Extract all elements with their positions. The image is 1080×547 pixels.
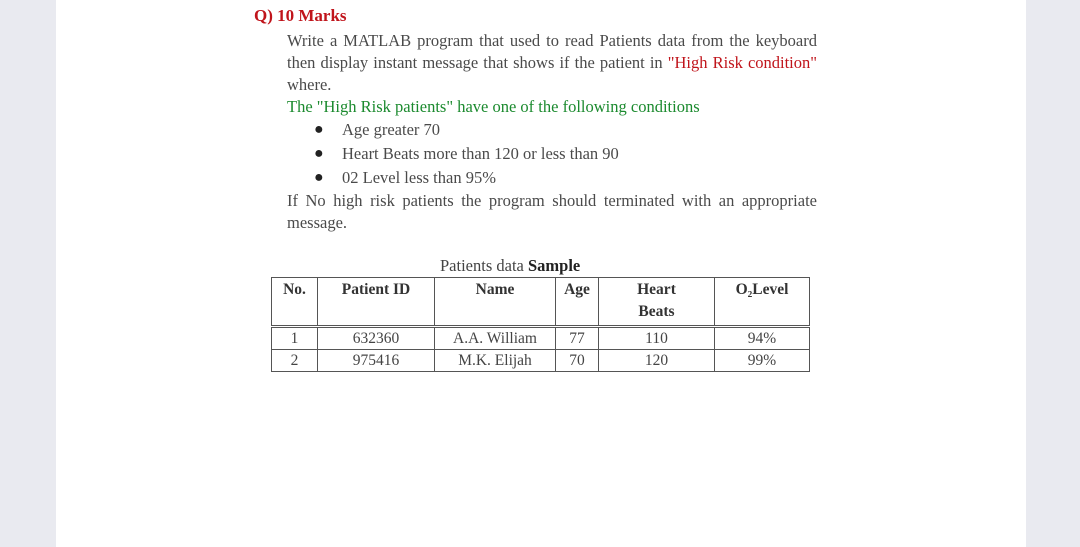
header-age: Age bbox=[556, 278, 599, 327]
header-heart-beats: Heart Beats bbox=[599, 278, 715, 327]
cell-age: 77 bbox=[556, 327, 599, 350]
paragraph-text-2: where. bbox=[287, 75, 332, 94]
header-o2-level: O₂Level bbox=[715, 278, 810, 327]
condition-item: ● Age greater 70 bbox=[314, 118, 817, 142]
table-header-row bbox=[272, 278, 810, 327]
header-no: No. bbox=[272, 278, 318, 327]
high-risk-phrase: "High Risk condition" bbox=[667, 53, 818, 72]
cell-name: M.K. Elijah bbox=[435, 350, 556, 372]
question-title: Q) 10 Marks bbox=[254, 6, 347, 25]
table-caption: Patients data Sample bbox=[440, 256, 581, 275]
cell-name: A.A. William bbox=[435, 327, 556, 350]
patients-table bbox=[271, 277, 810, 372]
cell-patient-id: 975416 bbox=[318, 350, 435, 372]
cell-o2-level: 99% bbox=[715, 350, 810, 372]
paragraph-text-1: Write a MATLAB program that used to read Patients data from the keyboard then display instant message that shows if the patient in bbox=[287, 31, 817, 72]
cell-heart-beats: 110 bbox=[599, 327, 715, 350]
cell-age: 70 bbox=[556, 350, 599, 372]
cell-heart-beats: 120 bbox=[599, 350, 715, 372]
condition-item: ● 02 Level less than 95% bbox=[314, 166, 817, 190]
bullet-icon: ● bbox=[314, 169, 324, 186]
question-paragraph bbox=[287, 30, 817, 96]
table-row bbox=[272, 350, 810, 372]
cell-o2-level: 94% bbox=[715, 327, 810, 350]
conditions-list bbox=[287, 118, 817, 190]
cell-no: 2 bbox=[272, 350, 318, 372]
conditions-intro: The "High Risk patients" have one of the following conditions bbox=[287, 97, 700, 116]
bullet-icon: ● bbox=[314, 121, 324, 138]
header-name: Name bbox=[435, 278, 556, 327]
condition-item: ● Heart Beats more than 120 or less than 90 bbox=[314, 142, 817, 166]
closing-paragraph: If No high risk patients the program should terminated with an appropriate message. bbox=[287, 191, 817, 232]
header-patient-id: Patient ID bbox=[318, 278, 435, 327]
table-row bbox=[272, 327, 810, 350]
bullet-icon: ● bbox=[314, 145, 324, 162]
cell-patient-id: 632360 bbox=[318, 327, 435, 350]
cell-no: 1 bbox=[272, 327, 318, 350]
question-body bbox=[287, 30, 817, 234]
